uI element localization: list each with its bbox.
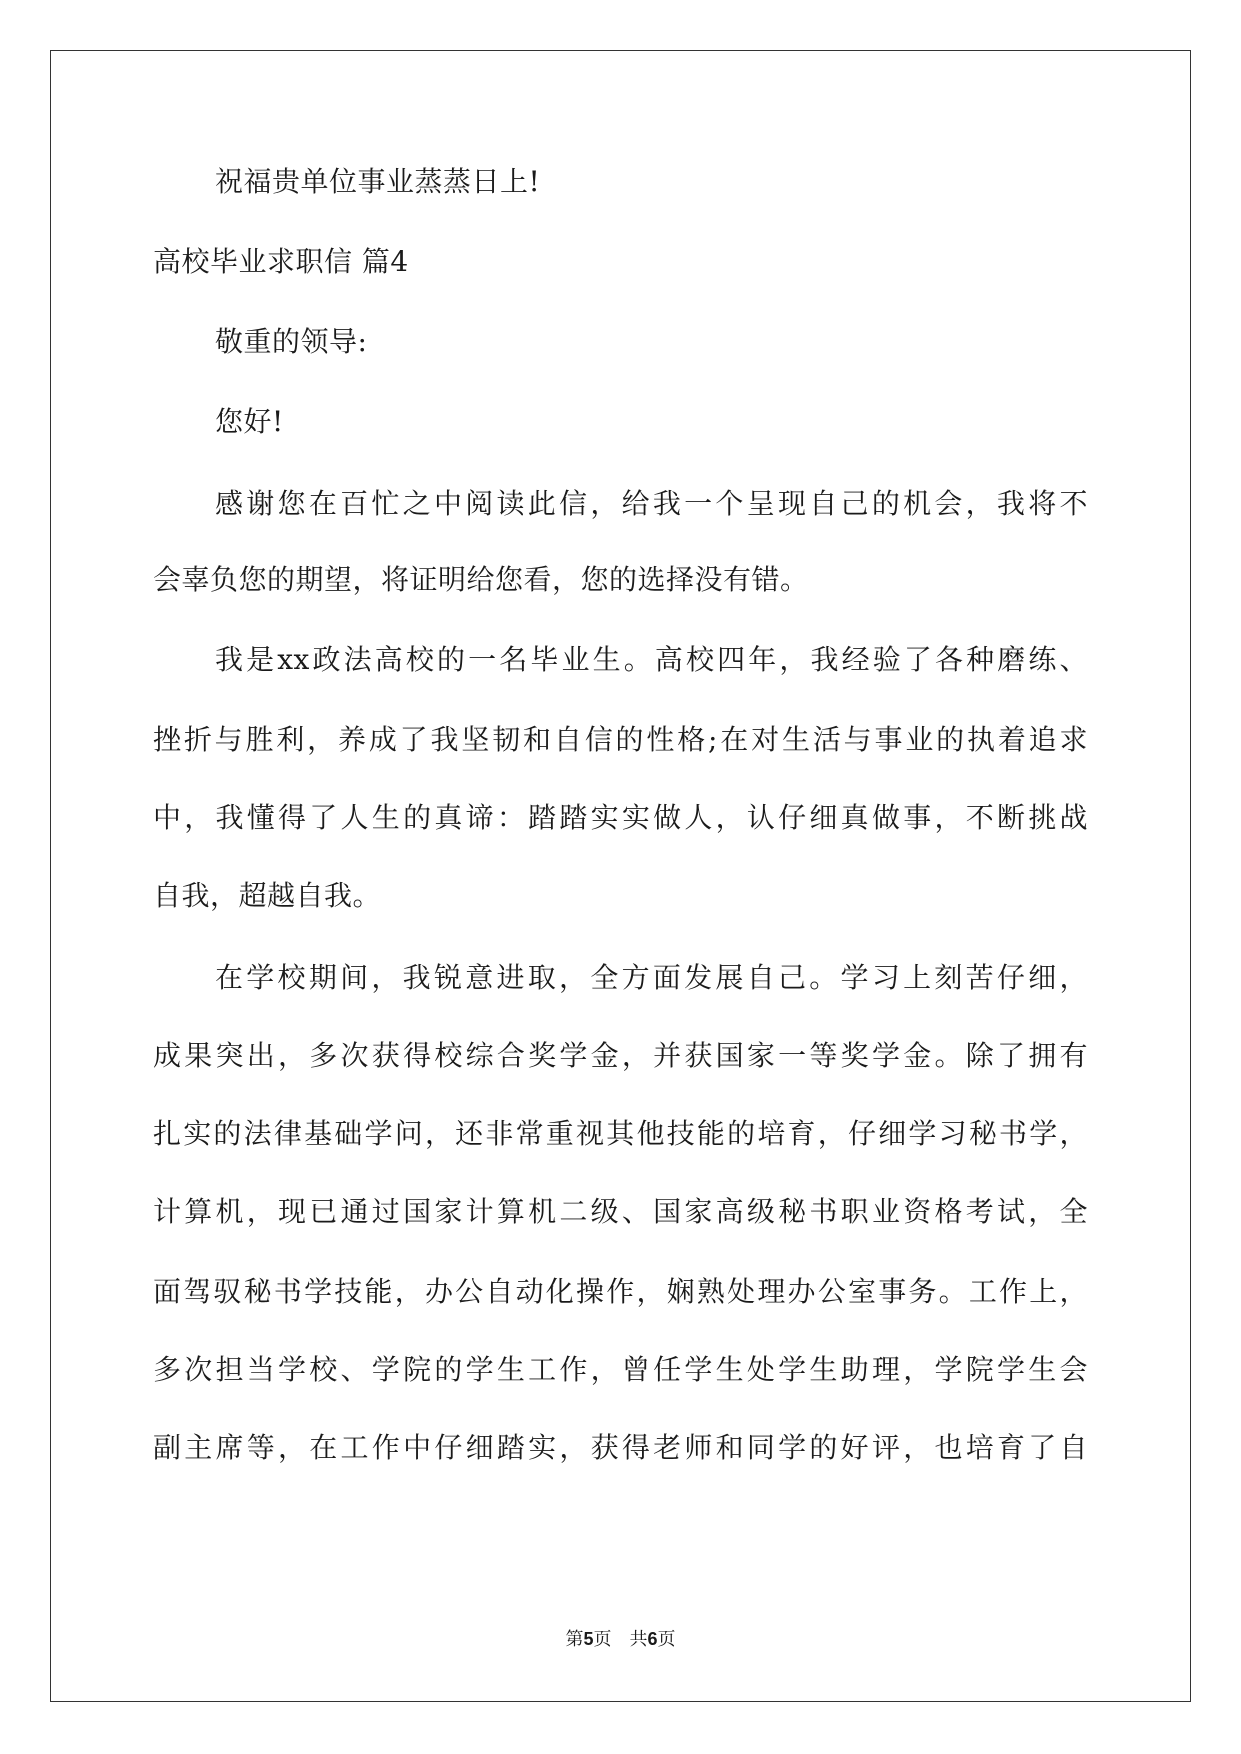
paragraph-line: 我是xx政法高校的一名毕业生。高校四年，我经验了各种磨练、	[215, 643, 1088, 676]
section-heading: 高校毕业求职信 篇4	[153, 245, 409, 278]
footer-total-suffix: 页	[657, 1629, 676, 1650]
paragraph-line: 会辜负您的期望，将证明给您看，您的选择没有错。	[153, 563, 809, 596]
total-page-count: 6	[647, 1629, 658, 1649]
greeting: 您好!	[215, 405, 284, 438]
paragraph-line: 面驾驭秘书学技能，办公自动化操作，娴熟处理办公室事务。工作上，	[153, 1275, 1088, 1308]
paragraph-line: 中，我懂得了人生的真谛：踏踏实实做人，认仔细真做事，不断挑战	[153, 801, 1088, 834]
footer-page-suffix: 页	[593, 1629, 612, 1650]
paragraph-line: 在学校期间，我锐意进取，全方面发展自己。学习上刻苦仔细，	[215, 961, 1088, 994]
paragraph-line: 挫折与胜利，养成了我坚韧和自信的性格;在对生活与事业的执着追求	[153, 723, 1088, 756]
salutation: 敬重的领导:	[215, 325, 368, 358]
paragraph-line: 自我，超越自我。	[153, 879, 382, 912]
paragraph-line: 感谢您在百忙之中阅读此信，给我一个呈现自己的机会，我将不	[215, 487, 1088, 520]
page-footer	[0, 1627, 1241, 1652]
closing-wish: 祝福贵单位事业蒸蒸日上!	[215, 165, 541, 198]
paragraph-line: 成果突出，多次获得校综合奖学金，并获国家一等奖学金。除了拥有	[153, 1039, 1088, 1072]
paragraph-line: 扎实的法律基础学问，还非常重视其他技能的培育，仔细学习秘书学，	[153, 1117, 1088, 1150]
current-page-number: 5	[583, 1629, 594, 1649]
paragraph-line: 副主席等，在工作中仔细踏实，获得老师和同学的好评，也培育了自	[153, 1431, 1088, 1464]
paragraph-line: 多次担当学校、学院的学生工作，曾任学生处学生助理，学院学生会	[153, 1353, 1088, 1386]
footer-total-prefix: 共	[629, 1629, 648, 1650]
footer-prefix: 第	[565, 1629, 584, 1650]
paragraph-line: 计算机，现已通过国家计算机二级、国家高级秘书职业资格考试，全	[153, 1195, 1088, 1228]
